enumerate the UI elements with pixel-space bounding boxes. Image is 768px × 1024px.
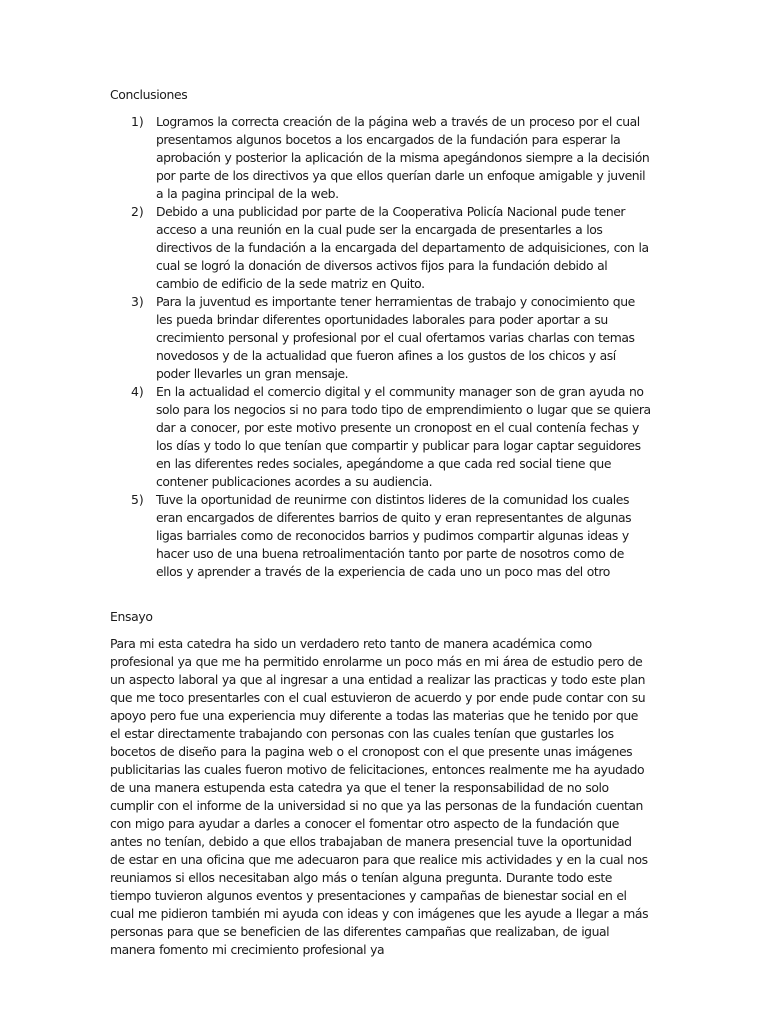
list-item-number: 5) (131, 492, 144, 507)
list-item (0, 203, 652, 293)
list-item-text: Para la juventud es importante tener herramientas de trabajo y conocimiento que les pueda brindar diferentes oportunidades laborales para poder aportar a su crecimiento personal y profesional por el cual ofertamos varias charlas con temas novedosos y de la actualidad que fueron afines a los gustos de los chicos y así poder llevarles un gran mensaje. (156, 294, 635, 381)
list-item (0, 491, 652, 581)
list-item-text: Tuve la oportunidad de reunirme con distintos lideres de la comunidad los cuales eran encargados de diferentes barrios de quito y eran representantes de algunas ligas barriales como de reconocidos barrios y pudimos compartir algunas ideas y hacer uso de una buena retroalimentación tanto por parte de nosotros como de ellos y aprender a través de la experiencia de cada uno un poco mas del otro (156, 492, 632, 579)
list-item-number: 4) (131, 384, 144, 399)
list-item-number: 2) (131, 204, 144, 219)
list-item-text: Debido a una publicidad por parte de la Cooperativa Policía Nacional pude tener acceso a una reunión en la cual pude ser la encargada de presentarles a los directivos de la fundación a la encargada del departamento de adquisiciones, con la cual se logró la donación de diversos activos fijos para la fundación debido al cambio de edificio de la sede matriz en Quito. (156, 204, 649, 291)
conclusions-list (0, 113, 768, 581)
list-item-number: 3) (131, 294, 144, 309)
list-item-text: Logramos la correcta creación de la página web a través de un proceso por el cual presentamos algunos bocetos a los encargados de la fundación para esperar la aprobación y posterior la aplicación de la misma apegándonos siempre a la decisión por parte de los directivos ya que ellos querían darle un enfoque amigable y juvenil a la pagina principal de la web. (156, 114, 650, 201)
list-item (0, 293, 652, 383)
list-item (0, 113, 652, 203)
list-item (0, 383, 652, 491)
list-item-text: En la actualidad el comercio digital y el community manager son de gran ayuda no solo para los negocios si no para todo tipo de emprendimiento o lugar que se quiera dar a conocer, por este motivo presente un cronopost en el cual contenía fechas y los días y todo lo que tenían que compartir y publicar para logar captar seguidores en las diferentes redes sociales, apegándome a que cada red social tiene que contener publicaciones acordes a su audiencia. (156, 384, 651, 489)
essay-paragraph: Para mi esta catedra ha sido un verdadero reto tanto de manera académica como profesional ya que me ha permitido enrolarme un poco más en mi área de estudio pero de un aspecto laboral ya que al ingresar a una entidad a realizar las practicas y todo este plan que me toco presentarles con el cual estuvieron de acuerdo y por ende pude contar con su apoyo pero fue una experiencia muy diferente a todas las materias que he tenido por que el estar directamente trabajando con personas con las cuales tenían que gustarles los bocetos de diseño para la pagina web o el cronopost con el que presente unas imágenes publicitarias las cuales fueron motivo de felicitaciones, entonces realmente me ha ayudado de una manera estupenda esta catedra ya que el tener la responsabilidad de no solo cumplir con el informe de la universidad si no que ya las personas de la fundación cuentan con migo para ayudar a darles a conocer el fomentar otro aspecto de la fundación que antes no tenían, debido a que ellos trabajaban de manera presencial tuve la oportunidad de estar en una oficina que me adecuaron para que realice mis actividades y en la cual nos reuniamos si ellos necesitaban algo más o tenían alguna pregunta. Durante todo este tiempo tuvieron algunos eventos y presentaciones y campañas de bienestar social en el cual me pidieron también mi ayuda con ideas y con imágenes que les ayude a llegar a más personas para que se beneficien de las diferentes campañas que realizaban, de igual manera fomento mi crecimiento profesional ya (110, 636, 649, 957)
section-heading-ensayo: Ensayo (110, 609, 153, 624)
list-item-number: 1) (131, 114, 144, 129)
section-heading-conclusiones: Conclusiones (110, 87, 188, 102)
